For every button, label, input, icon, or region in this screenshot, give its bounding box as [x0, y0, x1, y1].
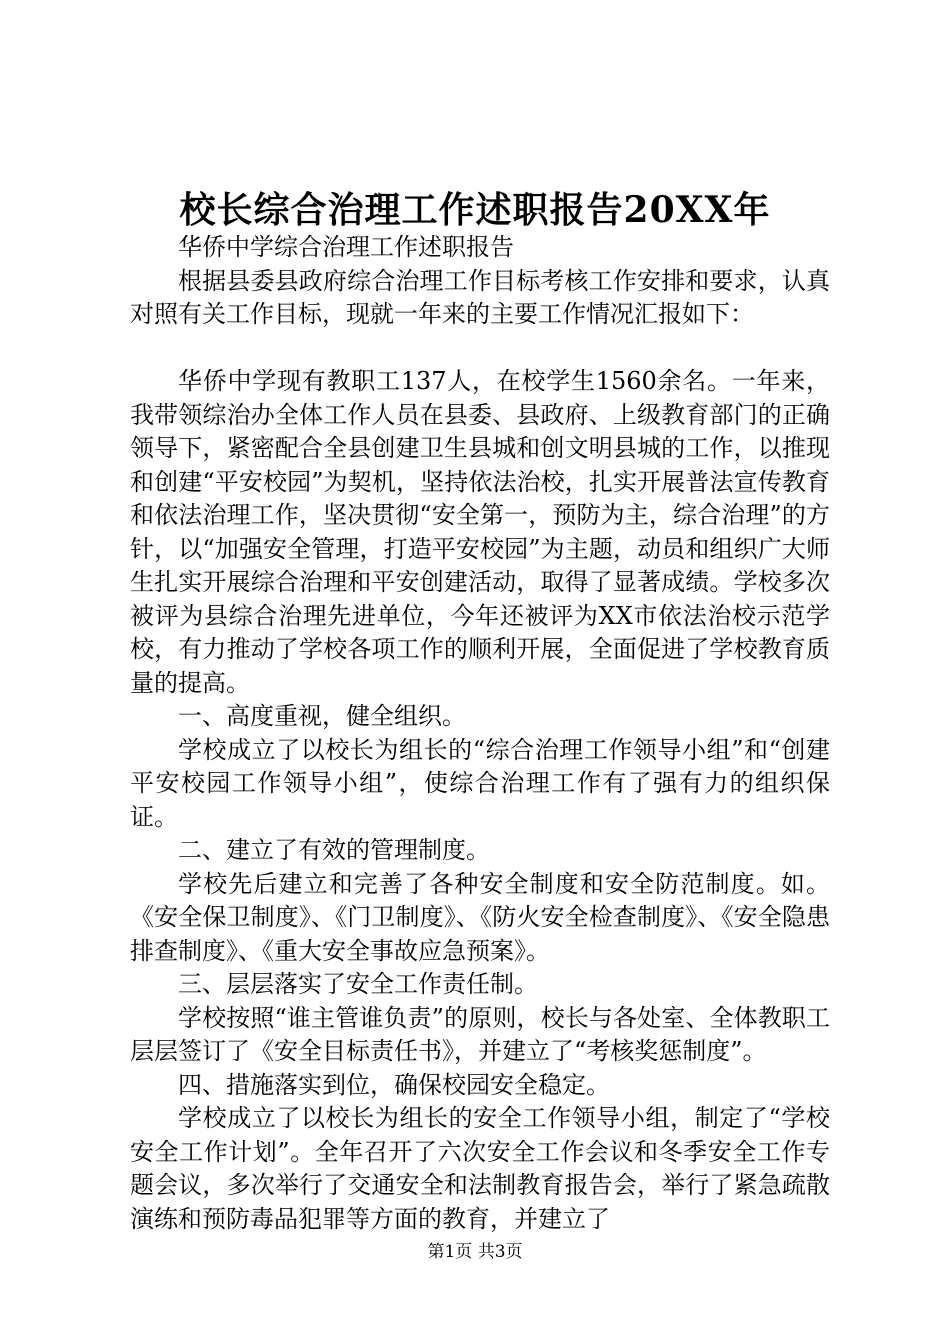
section-paragraph-1: 学校成立了以校长为组长的“综合治理工作领导小组”和“创建平安校园工作领导小组”，使综合治理工作有了强有力的组织保证。 — [130, 735, 830, 831]
section-heading-1: 一、高度重视，健全组织。 — [178, 702, 466, 730]
document-title: 校长综合治理工作述职报告20XX年 — [179, 189, 771, 231]
section-heading-2: 二、建立了有效的管理制度。 — [178, 836, 490, 864]
section-paragraph-3: 学校按照“谁主管谁负责”的原则，校长与各处室、全体教职工层层签订了《安全目标责任书》，并建立了“考核奖惩制度”。 — [130, 1003, 830, 1065]
page-number-footer: 第1页 共3页 — [427, 1242, 523, 1262]
section-paragraph-2: 学校先后建立和完善了各种安全制度和安全防范制度。如。《安全保卫制度》、《门卫制度》、《防火安全检查制度》、《安全隐患排查制度》、《重大安全事故应急预案》。 — [130, 869, 830, 965]
overview-paragraph: 华侨中学现有教职工137人，在校学生1560余名。一年来，我带领综治办全体工作人员在县委、县政府、上级教育部门的正确领导下，紧密配合全县创建卫生县城和创文明县城的工作，以推现和创建“平安校园”为契机，坚持依法治校，扎实开展普法宣传教育和依法治理工作，坚决贯彻“安全第一，预防为主，综合治理”的方针，以“加强安全管理，打造平安校园”为主题，动员和组织广大师生扎实开展综合治理和平安创建活动，取得了显著成绩。学校多次被评为县综合治理先进单位，今年还被评为XX市依法治校示范学校，有力推动了学校各项工作的顺利开展，全面促进了学校教育质量的提高。 — [130, 367, 830, 697]
section-heading-4: 四、措施落实到位，确保校园安全稳定。 — [178, 1070, 610, 1099]
section-heading-3: 三、层层落实了安全工作责任制。 — [178, 970, 538, 998]
section-paragraph-4: 学校成立了以校长为组长的安全工作领导小组，制定了“学校安全工作计划”。全年召开了六次安全工作会议和冬季安全工作专题会议，多次举行了交通安全和法制教育报告会，举行了紧急疏散演练和预防毒品犯罪等方面的教育，并建立了 — [130, 1104, 830, 1233]
intro-paragraph: 根据县委县政府综合治理工作目标考核工作安排和要求，认真对照有关工作目标，现就一年来的主要工作情况汇报如下： — [130, 266, 830, 328]
report-subtitle: 华侨中学综合治理工作述职报告 — [178, 233, 514, 261]
document-body — [130, 231, 830, 1236]
